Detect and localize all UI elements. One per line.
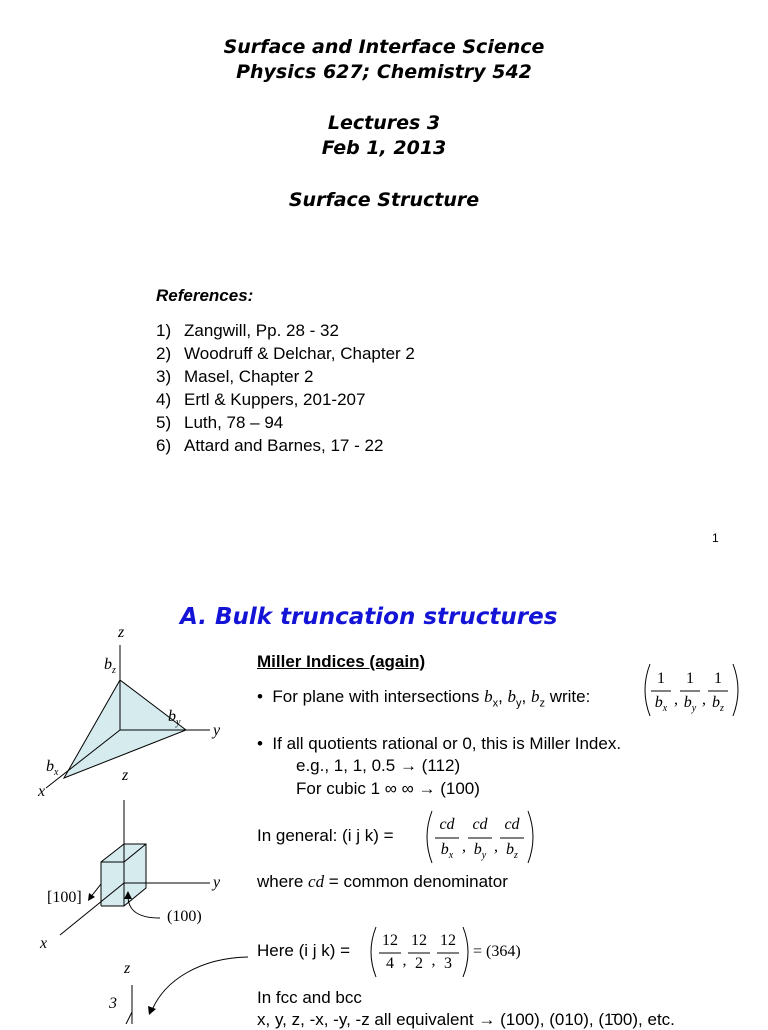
z-axis-label: z (118, 624, 125, 641)
bz-label: $b_z$ (104, 656, 116, 677)
general-formula-label: In general: (i j k) = (257, 826, 394, 845)
fraction-comma: , (431, 952, 436, 969)
fraction-comma: , (702, 691, 706, 708)
example-line-1: e.g., 1, 1, 0.5 → (112) (296, 756, 461, 775)
example-line-2: For cubic 1 ∞ ∞ → (100) (296, 779, 480, 798)
equivalence-line: x, y, z, -x, -y, -z all equivalent → (100), (010), (1̄00), etc. (257, 1010, 675, 1029)
reference-item: 3) Masel, Chapter 2 (156, 367, 314, 386)
fraction-denominator: $b_y$ (683, 694, 697, 715)
fraction-comma: , (674, 691, 678, 708)
y-axis-label: y (213, 874, 221, 891)
course-title: Surface and Interface Science (223, 36, 545, 58)
fraction-denominator: $b_x$ (654, 694, 668, 715)
reference-item: 6) Attard and Barnes, 17 - 22 (156, 436, 384, 455)
fraction-comma: , (462, 838, 466, 855)
z-axis-label: z (124, 960, 131, 977)
direction-100-label: [100] (47, 889, 82, 906)
fraction-denominator: 2 (415, 955, 423, 972)
fraction-denominator: 3 (444, 955, 452, 972)
fraction-numerator: 1 (714, 670, 722, 687)
reference-item: 5) Luth, 78 – 94 (156, 413, 284, 432)
lecture-topic: Surface Structure (288, 189, 480, 211)
fraction-denominator: $b_z$ (506, 841, 518, 862)
fraction-numerator: 12 (411, 932, 427, 949)
fraction-denominator: 4 (386, 955, 394, 972)
page-number: 1 (712, 531, 719, 545)
references-heading: References: (156, 286, 254, 305)
fraction-denominator: $b_x$ (440, 841, 454, 862)
reference-item: 2) Woodruff & Delchar, Chapter 2 (156, 344, 415, 363)
miller-indices-heading: Miller Indices (again) (257, 652, 426, 671)
fraction-numerator: 1 (657, 670, 665, 687)
lecture-date: Feb 1, 2013 (321, 137, 447, 159)
fraction-numerator: 12 (440, 932, 456, 949)
reference-item: 1) Zangwill, Pp. 28 - 32 (156, 321, 339, 340)
fraction-numerator: cd (472, 816, 488, 833)
lecture-number: Lectures 3 (327, 112, 441, 134)
fcc-bcc-line: In fcc and bcc (257, 988, 362, 1007)
fraction-numerator: cd (504, 816, 520, 833)
fraction-numerator: cd (439, 816, 455, 833)
miller-result: = (364) (473, 943, 521, 960)
bx-label: $b_x$ (46, 758, 59, 779)
x-axis-label: x (38, 783, 46, 800)
fraction-numerator: 12 (382, 932, 398, 949)
course-numbers: Physics 627; Chemistry 542 (236, 61, 532, 83)
fraction-denominator: $b_z$ (712, 694, 724, 715)
section-title: A. Bulk truncation structures (180, 604, 558, 630)
fraction-comma: , (494, 838, 498, 855)
plane-100-label: (100) (167, 908, 202, 925)
reference-item: 4) Ertl & Kuppers, 201-207 (156, 390, 366, 409)
z-axis-label: z (122, 767, 129, 784)
fraction-numerator: 1 (686, 670, 694, 687)
fraction-denominator: $b_y$ (473, 841, 487, 862)
here-formula-label: Here (i j k) = (257, 941, 351, 960)
fraction-comma: , (402, 952, 407, 969)
y-axis-label: y (213, 722, 221, 739)
bullet-plane-intersections: • For plane with intersections $b_x$, $b_y$, $b_z$ write: (257, 687, 591, 710)
intercept-3-label: 3 (109, 995, 117, 1012)
x-axis-label: x (40, 935, 48, 952)
bullet-rational-quotients: • If all quotients rational or 0, this is Miller Index. (257, 734, 622, 753)
common-denominator-note: where cd = common denominator (257, 872, 508, 891)
by-label: $b_y$ (168, 708, 181, 729)
